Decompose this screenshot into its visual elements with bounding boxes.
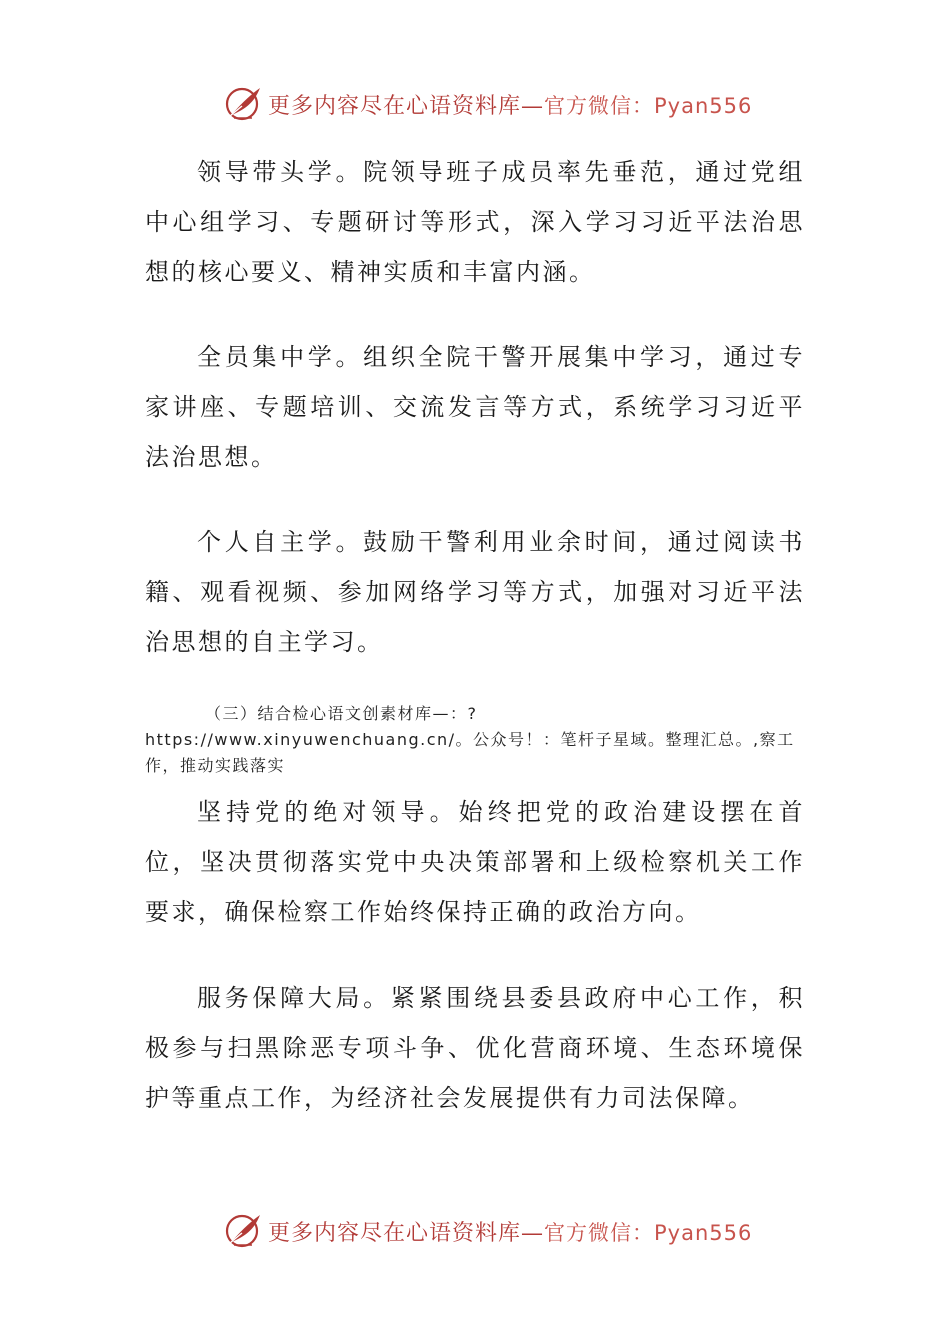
banner-dash: —: [521, 1220, 545, 1246]
header-banner: [222, 82, 753, 126]
paragraph-party-leadership: 坚持党的绝对领导。始终把党的政治建设摆在首位，坚决贯彻落实党中央决策部署和上级检察机关工作要求，确保检察工作始终保持正确的政治方向。: [145, 798, 805, 926]
paragraph-self-study: 个人自主学。鼓励干警利用业余时间，通过阅读书籍、观看视频、参加网络学习等方式，加强对习近平法治思想的自主学习。: [145, 528, 805, 656]
feather-pen-logo-icon: [222, 82, 266, 126]
footer-banner: [222, 1209, 753, 1253]
banner-main-text: 更多内容尽在心语资料库: [268, 1220, 522, 1246]
feather-pen-logo-icon: [222, 1209, 266, 1253]
paragraph-collective-study: 全员集中学。组织全院干警开展集中学习，通过专家讲座、专题培训、交流发言等方式，系统学习习近平法治思想。: [145, 343, 805, 471]
banner-main-text: 更多内容尽在心语资料库: [268, 93, 522, 119]
section-heading-note: （三）结合检心语文创素材库—：?https://www.xinyuwenchuang.cn/。公众号！：笔杆子星域。整理汇总。,察工作，推动实践落实: [145, 704, 795, 775]
banner-text: [268, 89, 752, 120]
banner-text: [268, 1216, 752, 1247]
banner-dash: —: [521, 93, 545, 119]
paragraph-leadership-study: 领导带头学。院领导班子成员率先垂范，通过党组中心组学习、专题研讨等形式，深入学习习近平法治思想的核心要义、精神实质和丰富内涵。: [145, 158, 805, 286]
banner-wechat-text: 官方微信：Pyan556: [544, 93, 753, 118]
banner-wechat-text: 官方微信：Pyan556: [544, 1220, 753, 1245]
paragraph-serve-overall: 服务保障大局。紧紧围绕县委县政府中心工作，积极参与扫黑除恶专项斗争、优化营商环境、生态环境保护等重点工作，为经济社会发展提供有力司法保障。: [145, 984, 805, 1112]
